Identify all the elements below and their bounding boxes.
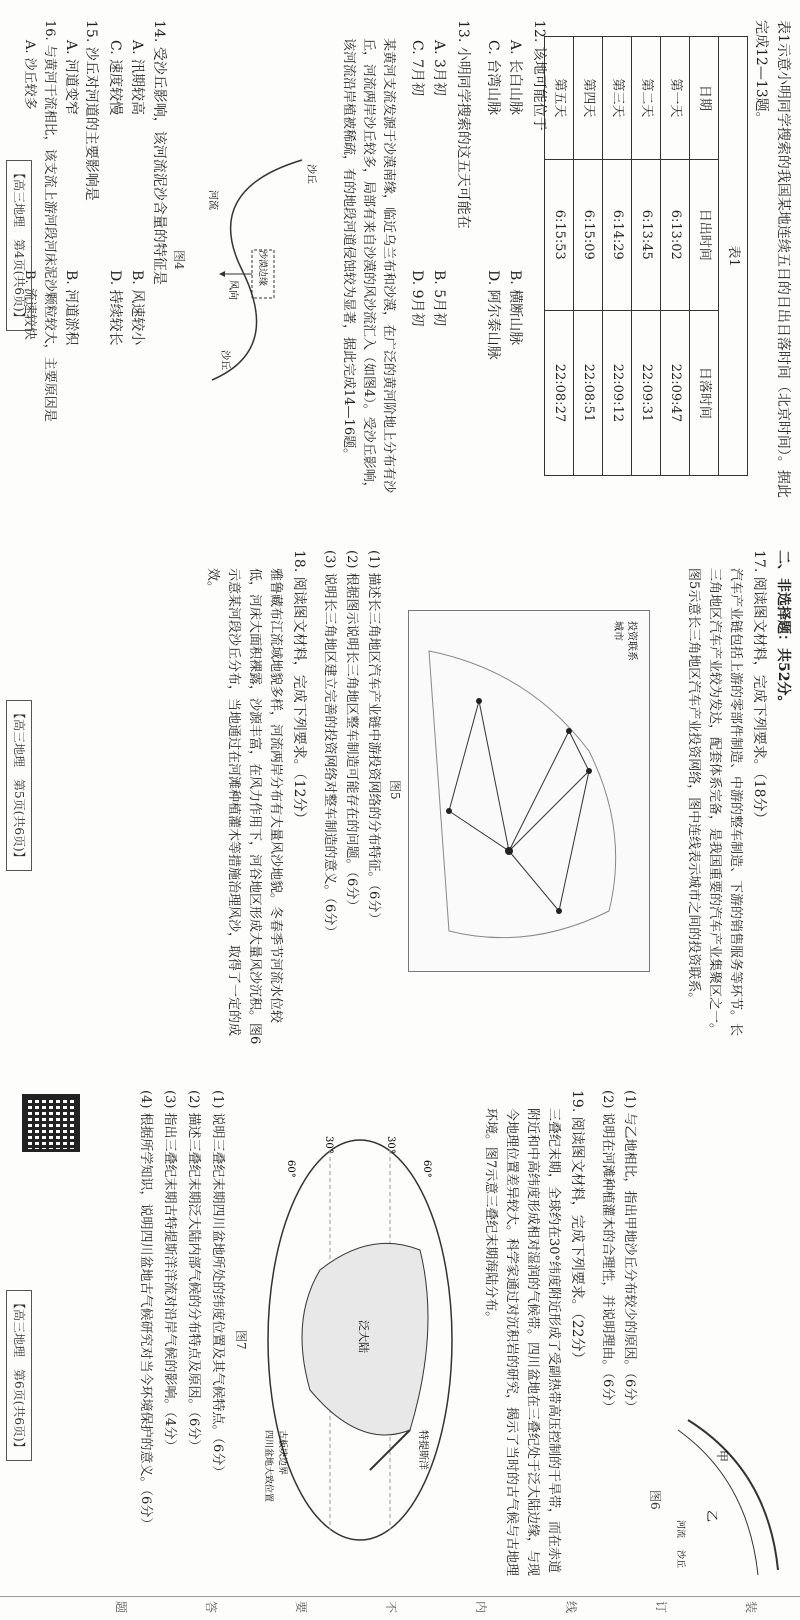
fig7-label: 特提斯洋 <box>417 1430 428 1470</box>
page-4 <box>0 0 800 520</box>
question-18-stem: 18. 阅读图文材料，完成下列要求。（12分） <box>291 550 307 826</box>
table-intro: 表1示意小明同学搜索的我国某地连续五日的日出日落时间（北京时间）。据此完成12—13题。 <box>753 20 791 498</box>
option-a[interactable]: A. 汛期较高 <box>129 40 145 116</box>
question-19-text: 三叠纪末期，全球约在30°纬度附近形成了受副热带高压控制的干旱带，而在赤道附近和中高纬度形成相对湿润的气候带。四川盆地在三叠纪处于泛大陆边缘，与现今地理位置差异较大。科学家通过对沉积岩的研究，揭示了当时的古气候与古地理环境。图7示意三叠纪末期海陆分布。 <box>483 1108 561 1577</box>
figure-5 <box>408 610 650 972</box>
fig6-label: 甲 <box>715 1450 729 1463</box>
fig4-label: 风向 <box>227 280 238 300</box>
question-12-stem: 12. 该地可能位于 <box>531 20 547 131</box>
figure-6-caption: 图6 <box>648 1490 662 1510</box>
page-6-footer: 【高三地理 第6页(共6页)】 <box>6 1290 32 1461</box>
question-17-stem: 17. 阅读图文材料，完成下列要求。（18分） <box>751 550 767 826</box>
legend-item: 河流 <box>675 1520 685 1539</box>
investment-link <box>569 731 589 771</box>
table-row <box>632 37 661 476</box>
figure-5-caption: 图5 <box>388 780 402 800</box>
table-cell: 6:14:29 <box>603 159 632 310</box>
question-19-stem: 19. 阅读图文材料，完成下列要求。（22分） <box>569 1090 585 1366</box>
figure-4 <box>192 150 322 390</box>
fig4-label: 沙丘 <box>219 350 230 370</box>
option-a[interactable]: A. 3月初 <box>431 40 447 96</box>
fig7-label: 60° <box>421 1160 432 1178</box>
page-6 <box>0 1070 800 1590</box>
table-cell: 22:09:12 <box>603 310 632 475</box>
question-15-stem: 15. 沙丘对河道的主要影响是 <box>83 20 99 201</box>
river-line <box>688 1420 778 1570</box>
city-node <box>505 847 513 855</box>
table-cell: 第二天 <box>632 37 661 160</box>
table-cell: 6:15:53 <box>545 159 574 310</box>
option-c[interactable]: C. 7月初 <box>409 40 425 97</box>
option-c[interactable]: C. 速度较慢 <box>107 40 123 116</box>
table-header: 日出时间 <box>690 159 719 310</box>
fig7-label: 30° <box>385 1136 396 1154</box>
passage-14-16: 某黄河支流发源于沙漠南缘，临近乌兰布和沙漠，在广泛的黄河阶地上分布有沙丘，河流两岸沙丘较多，局部有来自沙漠的风沙流汇入（如图4）。受沙丘影响，该河流沿岸植被稀疏，有的地段河道侵蚀较为显著，据此完成14—16题。 <box>341 38 396 495</box>
question-18-text: 雅鲁藏布江流域地貌多样，河流两岸分布有大量风沙地貌。冬春季节河流水位较低，河床大面积裸露，沙源丰富，在风力作用下，河谷地区形成大量风沙沉积。图6示意某河段沙丘分布，当地通过在河滩种植灌木等措施治理风沙，取得了一定的成效。 <box>205 568 283 1045</box>
table-cell: 6:13:45 <box>632 159 661 310</box>
sunrise-table <box>544 36 748 476</box>
fig7-label: 30° <box>323 1136 334 1154</box>
binding-margin <box>0 1596 800 1620</box>
city-node <box>476 698 482 704</box>
plate-boundary <box>370 1430 410 1470</box>
region-outline <box>429 651 616 938</box>
margin-char: 内 <box>474 1601 488 1614</box>
figure-7 <box>260 1130 460 1550</box>
investment-link <box>479 701 509 851</box>
option-b[interactable]: B. 横断山脉 <box>507 270 523 346</box>
question-14-stem: 14. 受沙丘影响，该河流泥沙含量的特征是 <box>151 20 167 285</box>
table-cell: 第三天 <box>603 37 632 160</box>
question-13-stem: 13. 小明同学搜索的这五天可能在 <box>455 20 471 229</box>
option-d[interactable]: D. 9月初 <box>409 270 425 327</box>
page-4-footer: 【高三地理 第4页(共6页)】 <box>6 160 32 331</box>
question-17-sub2: (2) 根据图示说明长三角地区整车制造可能存在的问题。（6分） <box>344 550 359 913</box>
fig6-label: 乙 <box>705 1510 719 1523</box>
table-row <box>661 37 690 476</box>
fig7-label: 泛大陆 <box>357 1320 370 1353</box>
table-cell: 第一天 <box>661 37 690 160</box>
option-a[interactable]: A. 沙丘较多 <box>22 40 37 110</box>
legend-item: 投资联系 <box>626 621 637 661</box>
option-a[interactable]: A. 长白山脉 <box>507 40 523 116</box>
table-cell: 6:13:02 <box>661 159 690 310</box>
margin-char: 题 <box>114 1601 128 1614</box>
question-17-sub1: (1) 描述长三角地区汽车产业链中游投资网络的分布特征。（6分） <box>366 550 381 926</box>
table-row <box>603 37 632 476</box>
option-d[interactable]: D. 持续较长 <box>107 270 123 346</box>
investment-link <box>509 851 559 911</box>
question-19-sub1: (1) 说明三叠纪末期四川盆地所处的纬度位置及其气候特点。（6分） <box>210 1090 225 1479</box>
city-node <box>556 908 562 914</box>
option-b[interactable]: B. 5月初 <box>431 270 447 327</box>
legend-item: 沙丘 <box>675 1550 685 1569</box>
investment-link <box>449 701 479 811</box>
qr-code[interactable] <box>22 1094 80 1152</box>
margin-char: 要 <box>294 1601 308 1614</box>
fig7-label: 60° <box>285 1160 296 1178</box>
table-header: 日落时间 <box>690 310 719 475</box>
city-node <box>446 808 452 814</box>
question-14-options <box>104 40 148 500</box>
fig4-label: 沙漠边缘 <box>257 250 267 287</box>
option-b[interactable]: B. 风速较小 <box>129 270 145 346</box>
table-cell: 22:08:27 <box>545 310 574 475</box>
question-18-sub1: (1) 与乙地相比，指出甲地沙丘分布较少的原因。（6分） <box>622 1090 637 1414</box>
question-19-sub3: (3) 指出三叠纪末期古特提斯洋洋流对沿岸气候的影响。（4分） <box>162 1090 177 1453</box>
question-13-options <box>406 40 450 500</box>
question-17-sub3: (3) 说明长三角地区建立完善的投资网络对整车制造的意义。（6分） <box>322 550 337 939</box>
page-5 <box>0 530 800 1060</box>
fig4-label: 河流 <box>207 190 218 210</box>
table-cell: 22:08:51 <box>574 310 603 475</box>
figure-7-caption: 图7 <box>234 1330 248 1350</box>
option-b[interactable]: B. 流速较快 <box>22 270 37 340</box>
table-cell: 第五天 <box>545 37 574 160</box>
margin-char: 线 <box>564 1601 578 1614</box>
question-17-text: 汽车产业链包括上游的零部件制造、中游的整车制造、下游的销售服务等环节。长三角地区汽车产业较为发达，配套体系完备，是我国重要的汽车产业集聚区之一。图5示意长三角地区汽车产业投资网络，图中连线表示城市之间的投资联系。 <box>686 568 743 1037</box>
option-c[interactable]: C. 台湾山脉 <box>485 40 501 116</box>
figure-6 <box>668 1410 788 1580</box>
table-cell: 22:09:31 <box>632 310 661 475</box>
figure-4-caption: 图4 <box>172 250 186 270</box>
table-cell: 22:09:47 <box>661 310 690 475</box>
section-title: 二、非选择题：共52分。 <box>775 550 791 710</box>
city-node <box>566 728 572 734</box>
investment-link <box>559 771 589 911</box>
question-18-sub2: (2) 说明在河滩种植灌木的合理性，并说明理由。（6分） <box>600 1090 615 1414</box>
question-19-sub2: (2) 描述三叠纪末期泛大陆内部气候的分布特点及原因。（6分） <box>186 1090 201 1453</box>
investment-network <box>409 611 649 971</box>
option-b[interactable]: B. 河道淤积 <box>63 270 79 346</box>
legend-item: 古板块边界 <box>277 1430 287 1476</box>
question-16-stem: 16. 与黄河干流相比，该支流上游河段河床泥沙颗粒较大，主要原因是 <box>42 20 57 422</box>
table-row <box>574 37 603 476</box>
table-header: 日期 <box>690 37 719 160</box>
table-cell: 6:15:09 <box>574 159 603 310</box>
option-a[interactable]: A. 河道变窄 <box>63 40 79 116</box>
investment-link <box>449 811 509 851</box>
table-cell: 第四天 <box>574 37 603 160</box>
margin-char: 不 <box>384 1601 398 1614</box>
page-5-footer: 【高三地理 第5页(共6页)】 <box>6 700 32 871</box>
margin-char: 订 <box>654 1601 668 1614</box>
investment-link <box>509 771 589 851</box>
fig4-label: 沙丘 <box>305 164 316 184</box>
city-node <box>586 768 592 774</box>
question-15-options <box>60 40 82 500</box>
option-d[interactable]: D. 阿尔泰山脉 <box>485 270 501 360</box>
question-12-options <box>482 40 526 500</box>
legend-item: 四川盆地大致位置 <box>263 1430 273 1503</box>
table-caption: 表1 <box>719 37 748 476</box>
margin-char: 答 <box>204 1601 218 1614</box>
margin-char: 装 <box>744 1601 758 1614</box>
legend-item: 城市 <box>612 621 623 641</box>
question-19-sub4: (4) 根据所学知识，说明四川盆地古气候研究对当今环境保护的意义。（6分） <box>138 1090 153 1531</box>
investment-link <box>509 731 569 851</box>
